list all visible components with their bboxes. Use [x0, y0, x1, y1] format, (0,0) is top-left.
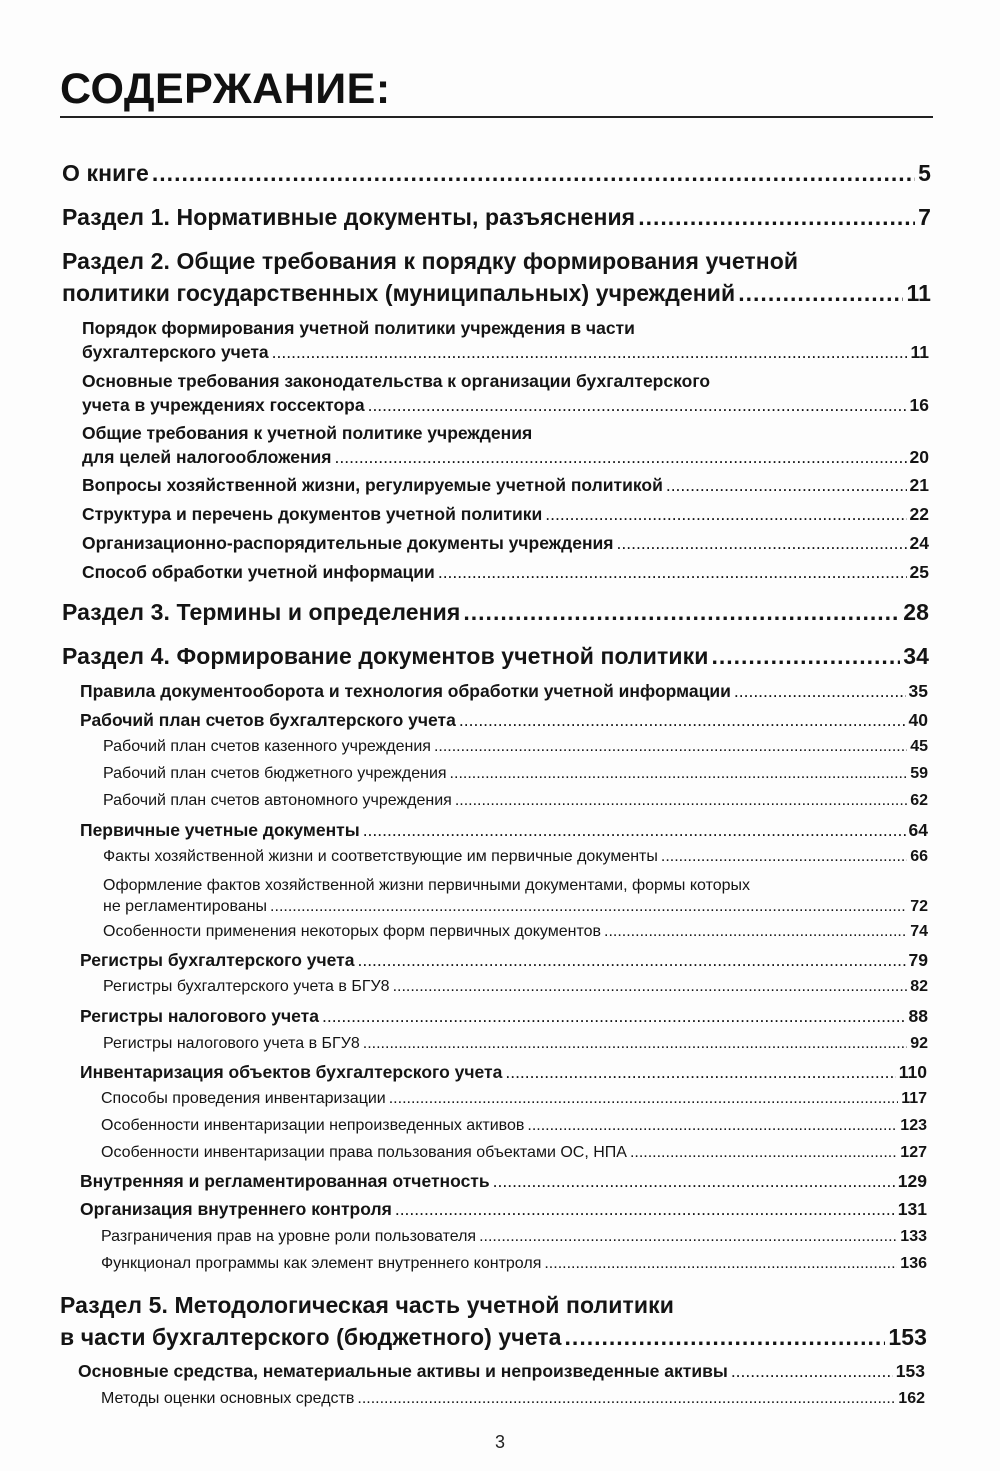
- toc-entry[interactable]: [103, 737, 928, 757]
- toc-entry[interactable]: [101, 1227, 927, 1247]
- toc-entry-page-number: 45: [910, 738, 928, 755]
- toc-entry-line1: Порядок формирования учетной политики учреждения в части: [82, 318, 635, 338]
- toc-entry-page-number: 153: [895, 1361, 925, 1381]
- dot-leader: [363, 819, 906, 841]
- toc-entry-page-number: 82: [910, 978, 928, 995]
- dot-leader: [272, 341, 908, 363]
- dot-leader: [666, 474, 907, 496]
- dot-leader: [617, 532, 907, 554]
- toc-entry[interactable]: [103, 1034, 928, 1054]
- toc-entry-title: Основные средства, нематериальные активы и непроизведенные активы: [78, 1361, 728, 1381]
- dot-leader: [545, 503, 906, 525]
- toc-entry-page-number: 21: [909, 475, 929, 495]
- toc-entry-title: Факты хозяйственной жизни и соответствующие им первичные документы: [103, 848, 658, 865]
- toc-entry-title: Регистры бухгалтерского учета в БГУ8: [103, 978, 390, 995]
- toc-entry-page-number: 136: [900, 1255, 927, 1272]
- toc-entry[interactable]: [62, 202, 931, 232]
- toc-entry-title: Рабочий план счетов автономного учреждения: [103, 792, 452, 809]
- toc-entry-title: Рабочий план счетов бюджетного учреждения: [103, 765, 447, 782]
- toc-entry-title: Раздел 3. Термины и определения: [62, 599, 461, 625]
- toc-entry-title: Инвентаризация объектов бухгалтерского учета: [80, 1062, 503, 1082]
- toc-entry[interactable]: [82, 341, 929, 363]
- toc-entry-title: Раздел 1. Нормативные документы, разъяснения: [62, 204, 636, 230]
- toc-entry-line1: Раздел 5. Методологическая часть учетной политики: [60, 1292, 674, 1318]
- page-number: 3: [494, 1432, 505, 1452]
- toc-entry-page-number: 88: [908, 1006, 928, 1026]
- toc-entry[interactable]: [101, 1116, 927, 1136]
- dot-leader: [505, 1061, 895, 1083]
- toc-entry-title: Регистры налогового учета: [80, 1006, 319, 1026]
- dot-leader: [738, 278, 903, 308]
- dot-leader: [731, 1360, 893, 1382]
- toc-entry[interactable]: [103, 897, 928, 917]
- dot-leader: [450, 764, 908, 784]
- dot-leader: [322, 1005, 906, 1027]
- toc-entry[interactable]: [80, 680, 928, 702]
- toc-entry-page-number: 24: [909, 533, 929, 553]
- toc-entry[interactable]: [60, 1322, 927, 1352]
- toc-entry[interactable]: [101, 1389, 925, 1409]
- dot-leader: [479, 1227, 897, 1247]
- toc-entry-title: для целей налогообложения: [82, 447, 332, 467]
- dot-leader: [661, 847, 907, 867]
- toc-entry-page-number: 5: [918, 160, 931, 186]
- toc-entry[interactable]: [80, 949, 928, 971]
- toc-entry-title: Функционал программы как элемент внутреннего контроля: [101, 1255, 542, 1272]
- toc-entry-title: Организационно-распорядительные документы учреждения: [82, 533, 614, 553]
- toc-entry-page-number: 7: [918, 204, 931, 230]
- toc-entry-page-number: 64: [908, 820, 928, 840]
- toc-entry-page-number: 79: [908, 950, 928, 970]
- toc-entry-title: Особенности инвентаризации права пользования объектами ОС, НПА: [101, 1144, 627, 1161]
- toc-entry[interactable]: [80, 1170, 927, 1192]
- dot-leader: [565, 1322, 886, 1352]
- dot-leader: [459, 709, 906, 731]
- toc-entry-page-number: 28: [903, 599, 929, 625]
- toc-entry-page-number: 11: [906, 280, 931, 306]
- dot-leader: [363, 1034, 907, 1054]
- toc-entry-title: Регистры бухгалтерского учета: [80, 950, 355, 970]
- toc-entry-title: Организация внутреннего контроля: [80, 1199, 392, 1219]
- dot-leader: [527, 1116, 897, 1136]
- toc-entry[interactable]: [103, 922, 928, 942]
- dot-leader: [357, 949, 905, 971]
- dot-leader: [638, 202, 915, 232]
- toc-entry-title: Структура и перечень документов учетной политики: [82, 504, 543, 524]
- dot-leader: [734, 680, 906, 702]
- toc-entry[interactable]: [82, 503, 929, 525]
- toc-entry-page-number: 35: [908, 681, 928, 701]
- dot-leader: [270, 897, 907, 917]
- toc-entry[interactable]: [103, 847, 928, 867]
- toc-entry-title: бухгалтерского учета: [82, 342, 269, 362]
- toc-entry[interactable]: [101, 1254, 927, 1274]
- toc-entry-page-number: 92: [910, 1035, 928, 1052]
- toc-entry-title: Первичные учетные документы: [80, 820, 360, 840]
- toc-entry-page-number: 66: [910, 848, 928, 865]
- toc-entry-page-number: 153: [888, 1324, 927, 1350]
- toc-entry-title: Способ обработки учетной информации: [82, 562, 435, 582]
- toc-entry[interactable]: [62, 278, 931, 308]
- toc-entry-title: Раздел 4. Формирование документов учетной политики: [62, 643, 709, 669]
- toc-entry-title: учета в учреждениях госсектора: [82, 395, 365, 415]
- toc-entry-title: Внутренняя и регламентированная отчетность: [80, 1171, 490, 1191]
- dot-leader: [395, 1198, 895, 1220]
- toc-entry[interactable]: [82, 446, 929, 468]
- dot-leader: [393, 977, 908, 997]
- toc-entry-title: Рабочий план счетов казенного учреждения: [103, 738, 431, 755]
- toc-entry[interactable]: [62, 597, 929, 627]
- toc-entry[interactable]: [62, 641, 929, 671]
- toc-entry-title: Разграничения прав на уровне роли пользователя: [101, 1228, 477, 1245]
- toc-entry[interactable]: [82, 474, 929, 496]
- toc-entry[interactable]: [82, 394, 929, 416]
- toc-entry[interactable]: [103, 791, 928, 811]
- toc-entry-page-number: 127: [900, 1144, 927, 1161]
- dot-leader: [434, 737, 907, 757]
- dot-leader: [493, 1170, 895, 1192]
- toc-entry-title: Регистры налогового учета в БГУ8: [103, 1035, 360, 1052]
- toc-entry-title: О книге: [62, 160, 149, 186]
- toc-entry[interactable]: [78, 1360, 925, 1382]
- toc-entry[interactable]: [62, 158, 931, 188]
- toc-entry-page-number: 117: [901, 1090, 927, 1107]
- toc-entry[interactable]: [80, 1061, 927, 1083]
- dot-leader: [357, 1389, 895, 1409]
- toc-entry-line1: Раздел 2. Общие требования к порядку формирования учетной: [62, 248, 799, 274]
- dot-leader: [711, 641, 900, 671]
- dot-leader: [463, 597, 900, 627]
- toc-entry-title: Вопросы хозяйственной жизни, регулируемые учетной политикой: [82, 475, 663, 495]
- toc-entry[interactable]: [80, 709, 928, 731]
- toc-entry-page-number: 123: [900, 1117, 927, 1134]
- toc-entry-title: Рабочий план счетов бухгалтерского учета: [80, 710, 456, 730]
- toc-entry-page-number: 20: [909, 447, 929, 467]
- toc-entry[interactable]: [80, 1198, 927, 1220]
- toc-entry-page-number: 59: [910, 765, 928, 782]
- toc-entry-page-number: 40: [908, 710, 928, 730]
- toc-entry[interactable]: [80, 819, 928, 841]
- toc-entry-page-number: 11: [910, 342, 929, 362]
- toc-entry[interactable]: [103, 764, 928, 784]
- toc-entry-title: не регламентированы: [103, 898, 268, 915]
- toc-entry-line1: Оформление фактов хозяйственной жизни первичными документами, формы которых: [103, 877, 751, 894]
- toc-entry-page-number: 129: [897, 1171, 927, 1191]
- toc-entry[interactable]: [82, 561, 929, 583]
- toc-entry-page-number: 131: [897, 1199, 927, 1219]
- toc-entry[interactable]: [82, 532, 929, 554]
- dot-leader: [630, 1143, 897, 1163]
- toc-entry-page-number: 110: [898, 1062, 927, 1082]
- toc-entry[interactable]: [103, 977, 928, 997]
- toc-entry-page-number: 72: [910, 898, 928, 915]
- toc-entry[interactable]: [101, 1089, 927, 1109]
- toc-entry-title: Способы проведения инвентаризации: [101, 1090, 386, 1107]
- dot-leader: [389, 1089, 898, 1109]
- toc-entry-page-number: 25: [909, 562, 929, 582]
- toc-entry-line1: Основные требования законодательства к организации бухгалтерского: [82, 371, 711, 391]
- page-title: СОДЕРЖАНИЕ:: [60, 65, 391, 113]
- toc-entry[interactable]: [101, 1143, 927, 1163]
- toc-entry-page-number: 62: [910, 792, 928, 809]
- dot-leader: [455, 791, 907, 811]
- toc-entry-title: Правила документооборота и технология обработки учетной информации: [80, 681, 731, 701]
- toc-entry-page-number: 22: [909, 504, 929, 524]
- dot-leader: [335, 446, 907, 468]
- toc-entry-title: Методы оценки основных средств: [101, 1390, 355, 1407]
- dot-leader: [438, 561, 907, 583]
- toc-entry[interactable]: [80, 1005, 928, 1027]
- toc-entry-title: Особенности инвентаризации непроизведенных активов: [101, 1117, 525, 1134]
- toc-entry-line1: Общие требования к учетной политике учреждения: [82, 423, 533, 443]
- toc-entry-page-number: 16: [909, 395, 929, 415]
- toc-entry-page-number: 162: [898, 1390, 925, 1407]
- dot-leader: [152, 158, 915, 188]
- toc-entry-title: политики государственных (муниципальных) учреждений: [62, 280, 736, 306]
- toc-entry-title: в части бухгалтерского (бюджетного) учета: [60, 1324, 562, 1350]
- dot-leader: [544, 1254, 897, 1274]
- dot-leader: [368, 394, 907, 416]
- toc-entry-page-number: 74: [910, 923, 928, 940]
- dot-leader: [604, 922, 907, 942]
- toc-entry-page-number: 133: [900, 1228, 927, 1245]
- toc-entry-title: Особенности применения некоторых форм первичных документов: [103, 923, 601, 940]
- toc-entry-page-number: 34: [903, 643, 929, 669]
